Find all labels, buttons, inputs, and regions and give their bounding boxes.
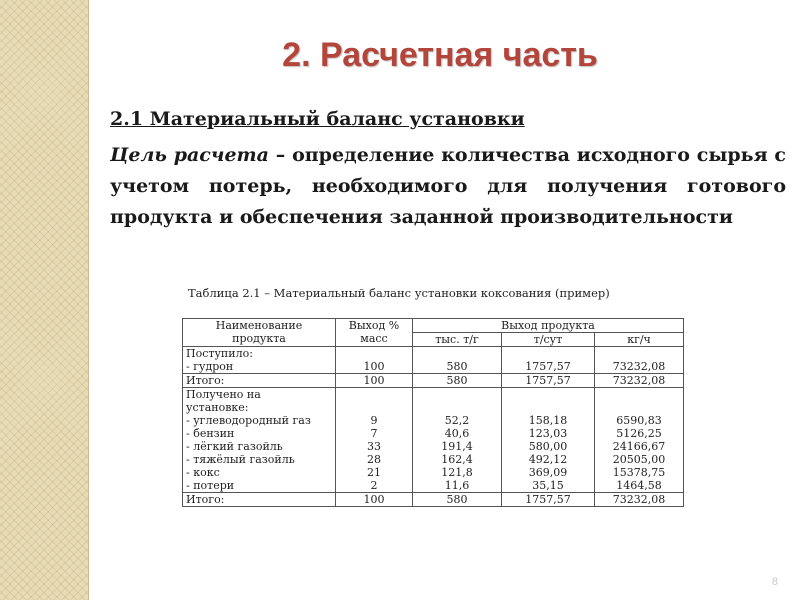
output-total-kgh: 73232,08 bbox=[595, 493, 684, 507]
input-ts-cell bbox=[502, 347, 595, 374]
table-header-row bbox=[183, 319, 684, 333]
output-kgh-2: 24166,67 bbox=[612, 440, 666, 453]
output-total-yield: 100 bbox=[336, 493, 413, 507]
output-label-line1: Получено на bbox=[186, 388, 261, 401]
header-name-line2: продукта bbox=[232, 332, 286, 345]
input-kgh-cell bbox=[595, 347, 684, 374]
header-yield-line1: Выход % bbox=[348, 319, 400, 332]
header-yield-line2: масс bbox=[360, 332, 388, 345]
header-yield-percent bbox=[336, 319, 413, 347]
decorative-side-strip bbox=[0, 0, 89, 600]
input-total-kgh: 73232,08 bbox=[595, 374, 684, 388]
header-product-yield: Выход продукта bbox=[413, 319, 684, 333]
output-ts-3: 492,12 bbox=[528, 453, 568, 466]
header-name-line1: Наименование bbox=[215, 319, 303, 332]
input-kgh-value: 73232,08 bbox=[612, 360, 666, 373]
output-name-5: - потери bbox=[186, 479, 235, 492]
header-unit-ts: т/сут bbox=[502, 333, 595, 347]
output-yield-0: 9 bbox=[370, 414, 378, 427]
output-name-0: - углеводородный газ bbox=[186, 414, 311, 427]
output-total-ts: 1757,57 bbox=[502, 493, 595, 507]
output-kgh-3: 20505,00 bbox=[612, 453, 666, 466]
input-total-label: Итого: bbox=[183, 374, 336, 388]
section-subtitle: 2.1 Материальный баланс установки bbox=[110, 108, 525, 130]
output-yield-2: 33 bbox=[367, 440, 381, 453]
input-total-tt: 580 bbox=[413, 374, 502, 388]
input-section-label: Поступило: bbox=[186, 347, 253, 360]
output-kgh-1: 5126,25 bbox=[616, 427, 662, 440]
output-tt-5: 11,6 bbox=[444, 479, 470, 492]
output-ts-cell bbox=[502, 388, 595, 493]
table-row-output-total bbox=[183, 493, 684, 507]
goal-label: Цель расчета bbox=[110, 144, 269, 166]
input-tt-cell bbox=[413, 347, 502, 374]
header-product-name bbox=[183, 319, 336, 347]
page-number: 8 bbox=[771, 576, 778, 588]
output-ts-4: 369,09 bbox=[528, 466, 568, 479]
output-name-3: - тяжёлый газойль bbox=[186, 453, 295, 466]
goal-text: – определение количества исходного сырья с учетом потерь, необходимого для получения готового продукта и обеспечения заданной производительности bbox=[110, 144, 786, 228]
header-unit-kgh: кг/ч bbox=[595, 333, 684, 347]
output-yield-5: 2 bbox=[370, 479, 378, 492]
output-tt-cell bbox=[413, 388, 502, 493]
output-ts-5: 35,15 bbox=[532, 479, 564, 492]
output-ts-1: 123,03 bbox=[528, 427, 568, 440]
output-tt-0: 52,2 bbox=[444, 414, 470, 427]
output-kgh-4: 15378,75 bbox=[612, 466, 666, 479]
input-total-yield: 100 bbox=[336, 374, 413, 388]
output-kgh-0: 6590,83 bbox=[616, 414, 662, 427]
input-name-cell bbox=[183, 347, 336, 374]
output-name-cell bbox=[183, 388, 336, 493]
output-name-1: - бензин bbox=[186, 427, 235, 440]
table-row-input-total bbox=[183, 374, 684, 388]
material-balance-table bbox=[182, 318, 684, 507]
output-kgh-5: 1464,58 bbox=[616, 479, 662, 492]
table-row-input bbox=[183, 347, 684, 374]
output-ts-2: 580,00 bbox=[528, 440, 568, 453]
output-yield-cell bbox=[336, 388, 413, 493]
output-tt-1: 40,6 bbox=[444, 427, 470, 440]
output-ts-0: 158,18 bbox=[528, 414, 568, 427]
output-tt-4: 121,8 bbox=[441, 466, 473, 479]
output-name-4: - кокс bbox=[186, 466, 220, 479]
table-caption: Таблица 2.1 – Материальный баланс установки коксования (пример) bbox=[188, 286, 610, 300]
output-yield-4: 21 bbox=[367, 466, 381, 479]
input-yield-value: 100 bbox=[363, 360, 385, 373]
output-total-label: Итого: bbox=[183, 493, 336, 507]
input-yield-cell bbox=[336, 347, 413, 374]
input-ts-value: 1757,57 bbox=[525, 360, 571, 373]
output-yield-3: 28 bbox=[367, 453, 381, 466]
table-row-output bbox=[183, 388, 684, 493]
input-product-name: - гудрон bbox=[186, 360, 234, 373]
output-tt-3: 162,4 bbox=[441, 453, 473, 466]
output-total-tt: 580 bbox=[413, 493, 502, 507]
output-tt-2: 191,4 bbox=[441, 440, 473, 453]
output-label-line2: установке: bbox=[186, 401, 249, 414]
output-kgh-cell bbox=[595, 388, 684, 493]
header-unit-tt: тыс. т/г bbox=[413, 333, 502, 347]
output-name-2: - лёгкий газойль bbox=[186, 440, 283, 453]
input-tt-value: 580 bbox=[446, 360, 468, 373]
goal-paragraph bbox=[110, 140, 786, 233]
output-yield-1: 7 bbox=[370, 427, 378, 440]
input-total-ts: 1757,57 bbox=[502, 374, 595, 388]
slide-title: 2. Расчетная часть bbox=[282, 36, 598, 74]
